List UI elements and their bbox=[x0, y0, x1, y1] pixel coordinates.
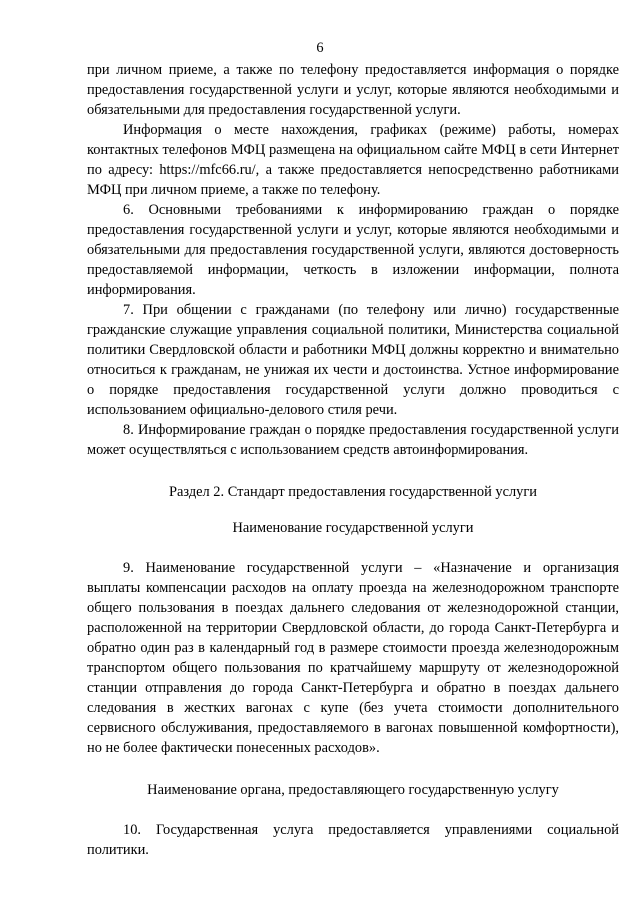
paragraph-10: 10. Государственная услуга предоставляется управлениями социальной политики. bbox=[87, 822, 619, 858]
paragraph-7: 7. При общении с гражданами (по телефону или лично) государственные гражданские служащие управления социальной политики, Министерства социальной политики Свердловской области и работники МФЦ должны корректно и внимательно относиться к гражданам, не унижая их чести и достоинства. Устное информирование о порядке предоставления государственной услуги должно проводиться с использованием официально-делового стиля речи. bbox=[87, 302, 619, 418]
subheading-service-name: Наименование государственной услуги bbox=[232, 520, 474, 536]
section-heading: Раздел 2. Стандарт предоставления государственной услуги bbox=[169, 484, 537, 500]
subheading-providing-body: Наименование органа, предоставляющего государственную услугу bbox=[147, 782, 559, 798]
document-body bbox=[87, 60, 619, 860]
page-number: 6 bbox=[316, 40, 324, 56]
paragraph-6: 6. Основными требованиями к информированию граждан о порядке предоставления государственной услуги и услуг, которые являются необходимыми и обязательными для предоставления государственной услуги, являются достоверность предоставляемой информации, четкость в изложении информации, полнота информирования. bbox=[87, 202, 619, 298]
paragraph-9: 9. Наименование государственной услуги – «Назначение и организация выплаты компенсации расходов на оплату проезда на железнодорожном транспорте общего пользования в поездах дальнего следования от железнодорожной станции, расположенной на территории Свердловской области, до города Санкт-Петербурга и обратно один раз в календарный год в размере стоимости проезда железнодорожным транспортом общего пользования по кратчайшему маршруту от железнодорожной станции отправления до города Санкт-Петербурга и обратно в поездах дальнего следования в жестких вагонах с купе (без учета стоимости дополнительного сервисного обслуживания, предоставляемого в вагонах повышенной комфортности), но не более фактически понесенных расходов». bbox=[87, 560, 619, 756]
paragraph-continued: при личном приеме, а также по телефону предоставляется информация о порядке предоставления государственной услуги и услуг, которые являются необходимыми и обязательными для предоставления государственной услуги. bbox=[87, 62, 619, 118]
paragraph-mfc-info: Информация о месте нахождения, графиках (режиме) работы, номерах контактных телефонов МФЦ размещена на официальном сайте МФЦ в сети Интернет по адресу: https://mfc66.ru/, а также предоставляется непосредственно работниками МФЦ при личном приеме, а также по телефону. bbox=[87, 122, 619, 198]
paragraph-8: 8. Информирование граждан о порядке предоставления государственной услуги может осуществляться с использованием средств автоинформирования. bbox=[87, 422, 619, 458]
